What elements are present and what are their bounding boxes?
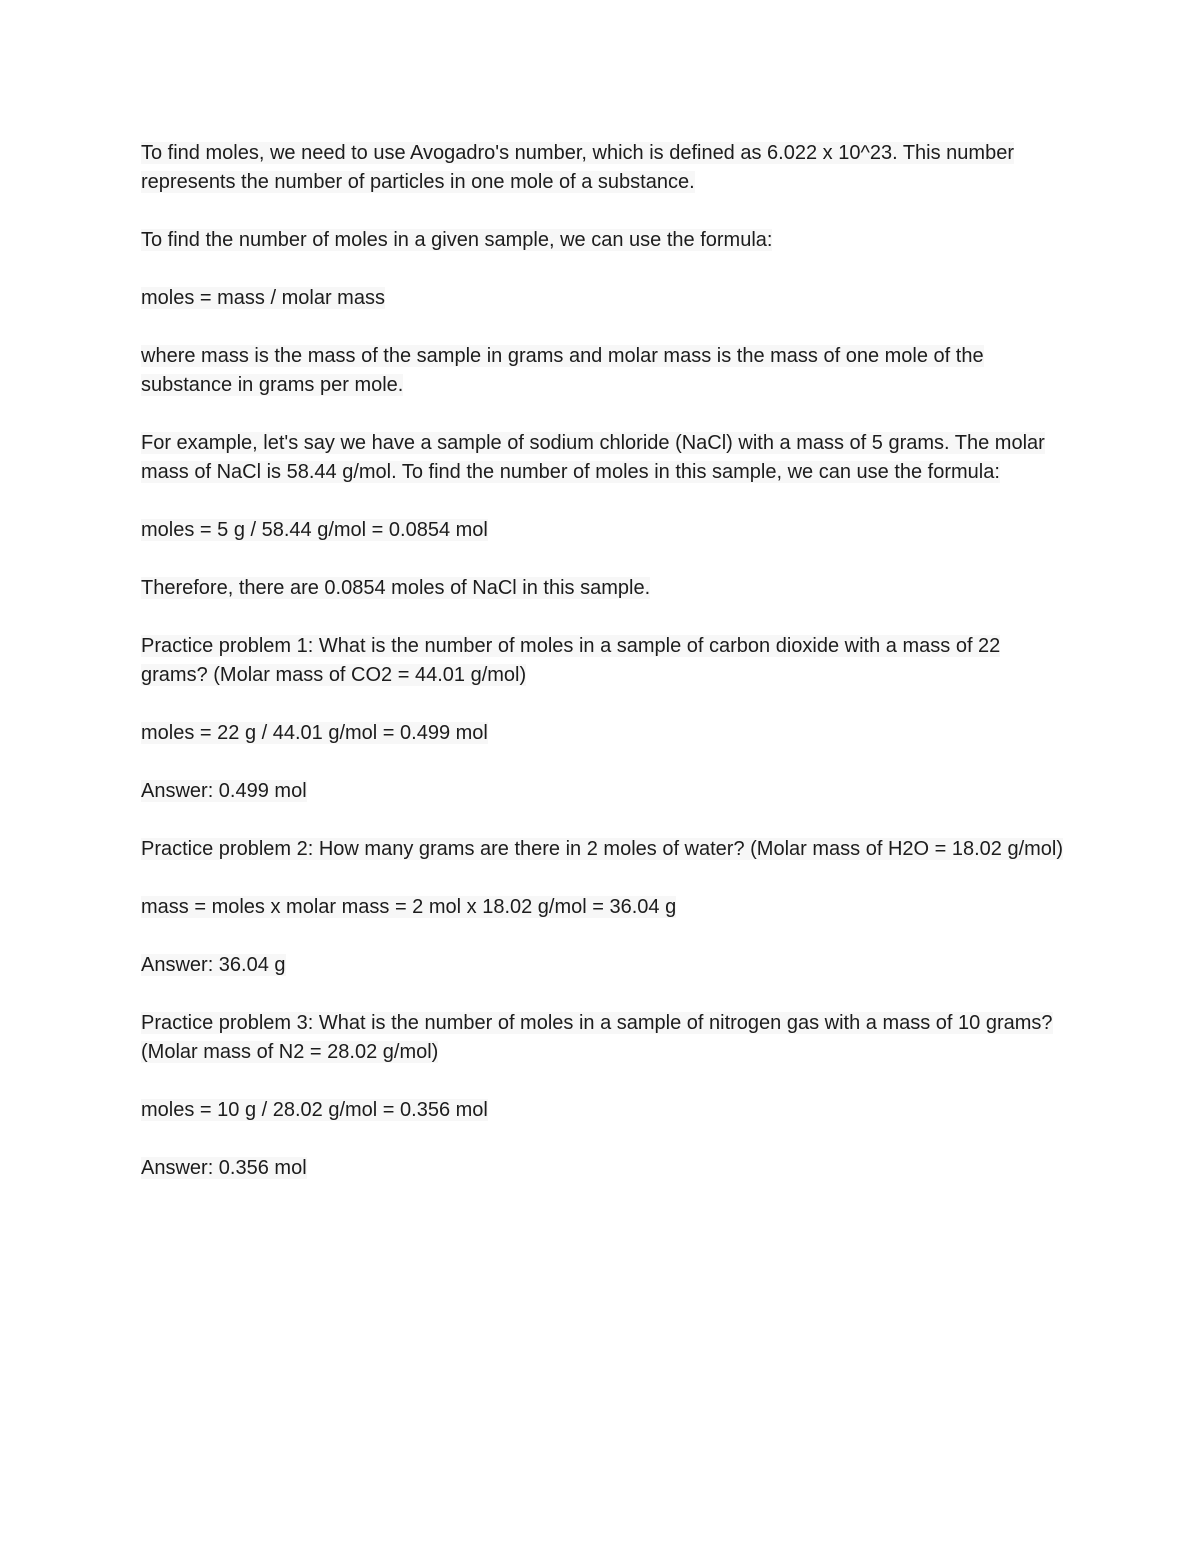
example-conclusion-text: Therefore, there are 0.0854 moles of NaCl in this sample.: [141, 577, 651, 599]
practice-problem-1-solution-paragraph: [141, 719, 1071, 748]
practice-problem-3-solution-paragraph: [141, 1096, 1071, 1125]
practice-problem-3-answer-paragraph: [141, 1154, 1071, 1183]
practice-problem-1-solution-text: moles = 22 g / 44.01 g/mol = 0.499 mol: [141, 722, 488, 744]
formula-text: moles = mass / molar mass: [141, 287, 385, 309]
practice-problem-2-answer-text: Answer: 36.04 g: [141, 954, 286, 976]
practice-problem-3-text: Practice problem 3: What is the number of moles in a sample of nitrogen gas with a mass of 10 grams? (Molar mass of N2 = 28.02 g/mol): [141, 1012, 1053, 1063]
practice-problem-2-answer-paragraph: [141, 951, 1071, 980]
practice-problem-2-paragraph: [141, 835, 1071, 864]
practice-problem-1-answer-paragraph: [141, 777, 1071, 806]
example-calculation-paragraph: [141, 516, 1071, 545]
practice-problem-2-solution-text: mass = moles x molar mass = 2 mol x 18.02 g/mol = 36.04 g: [141, 896, 677, 918]
example-conclusion-paragraph: [141, 574, 1071, 603]
formula-intro-paragraph: [141, 226, 1071, 255]
practice-problem-3-solution-text: moles = 10 g / 28.02 g/mol = 0.356 mol: [141, 1099, 488, 1121]
formula-intro-text: To find the number of moles in a given sample, we can use the formula:: [141, 229, 773, 251]
practice-problem-1-text: Practice problem 1: What is the number of moles in a sample of carbon dioxide with a mass of 22 grams? (Molar mass of CO2 = 44.01 g/mol): [141, 635, 1001, 686]
practice-problem-3-answer-text: Answer: 0.356 mol: [141, 1157, 307, 1179]
example-calculation-text: moles = 5 g / 58.44 g/mol = 0.0854 mol: [141, 519, 488, 541]
practice-problem-1-paragraph: [141, 632, 1071, 690]
example-paragraph: [141, 429, 1071, 487]
practice-problem-2-solution-paragraph: [141, 893, 1071, 922]
document-body: [141, 139, 1071, 1212]
formula-explanation-paragraph: [141, 342, 1071, 400]
example-text: For example, let's say we have a sample of sodium chloride (NaCl) with a mass of 5 grams. The molar mass of NaCl is 58.44 g/mol. To find the number of moles in this sample, we can use the formula:: [141, 432, 1045, 483]
formula-explanation-text: where mass is the mass of the sample in grams and molar mass is the mass of one mole of the substance in grams per mole.: [141, 345, 984, 396]
intro-text: To find moles, we need to use Avogadro's number, which is defined as 6.022 x 10^23. This number represents the number of particles in one mole of a substance.: [141, 142, 1014, 193]
intro-paragraph: [141, 139, 1071, 197]
practice-problem-3-paragraph: [141, 1009, 1071, 1067]
practice-problem-2-text: Practice problem 2: How many grams are there in 2 moles of water? (Molar mass of H2O = 18.02 g/mol): [141, 838, 1064, 860]
formula-paragraph: [141, 284, 1071, 313]
practice-problem-1-answer-text: Answer: 0.499 mol: [141, 780, 307, 802]
